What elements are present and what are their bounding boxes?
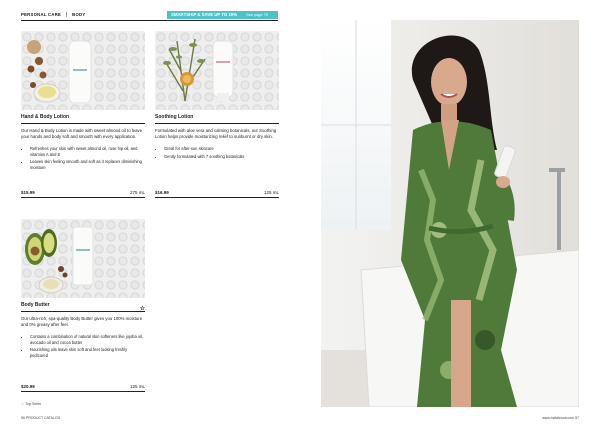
product-name: Hand & Body Lotion [21,114,145,124]
benefit-item: • Refreshes your skin with sweet almond oil, rose hip oil, and vitamins A and E [30,146,145,158]
price-row [21,190,145,198]
benefit-item: • Leaves skin feeling smooth and soft as it replaces diminishing moisture [30,159,145,171]
top-seller-legend [21,402,41,406]
product-size: 275 mL [129,190,145,195]
product-name [21,302,145,312]
product-photo [21,31,145,110]
product-description: Our ultra-rich, spa-quality Body Butter gives you 100% moisture and 0% greasy after feel. [21,316,143,328]
product-benefits [21,334,145,360]
footer-right: www.melaleuca.com 57 [542,416,579,420]
section-label: PERSONAL CARE [21,12,62,17]
promo-text: SMARTSHIP & SAVE UP TO 15% [171,12,238,17]
benefit-item: • Nourishing oils leave skin soft and feet looking freshly pedicured [30,347,145,359]
product-size: 125 mL [263,190,279,195]
right-page [300,0,600,428]
breadcrumb [21,12,85,17]
product-benefits [21,146,145,172]
footer-left: 56 PRODUCT CATALOG [21,416,61,420]
product-name-text: Body Butter [21,302,50,308]
product-card-body-butter [21,219,145,361]
header-divider [21,20,278,21]
model-photo [321,20,579,407]
product-price: $15.99 [21,190,35,195]
product-photo [21,219,145,298]
product-card-hand-body-lotion [21,31,145,173]
top-seller-legend-star-icon: ☆ [21,402,25,406]
smartship-banner[interactable] [167,11,278,19]
promo-page-ref: See page 70 [246,13,268,17]
top-seller-star-icon: ☆ [139,306,145,312]
product-card-soothing-lotion [155,31,279,161]
benefit-item: • Gently formulated with 7 soothing botanicals [164,154,279,160]
product-description: Our Hand & Body Lotion is made with sweet almond oil to leave your hands and body soft and smooth with every application. [21,128,143,140]
price-row [21,384,145,392]
subsection-label: BODY [72,12,86,17]
product-size: 125 mL [129,384,145,389]
product-name: Soothing Lotion [155,114,279,124]
benefit-item: • Great for after-sun skincare [164,146,279,152]
product-photo [155,31,279,110]
product-price: $20.99 [21,384,35,389]
benefit-item: • Contains a combination of natural skin softeners like jojoba oil, avocado oil and cocoa butter [30,334,145,346]
product-benefits [155,146,279,160]
price-row [155,190,279,198]
product-description: Formulated with aloe vera and calming botanicals, our Soothing Lotion helps provide moisturizing relief to sunburnt or dry skin. [155,128,277,140]
product-price: $16.99 [155,190,169,195]
top-seller-label: Top Seller [25,402,42,406]
